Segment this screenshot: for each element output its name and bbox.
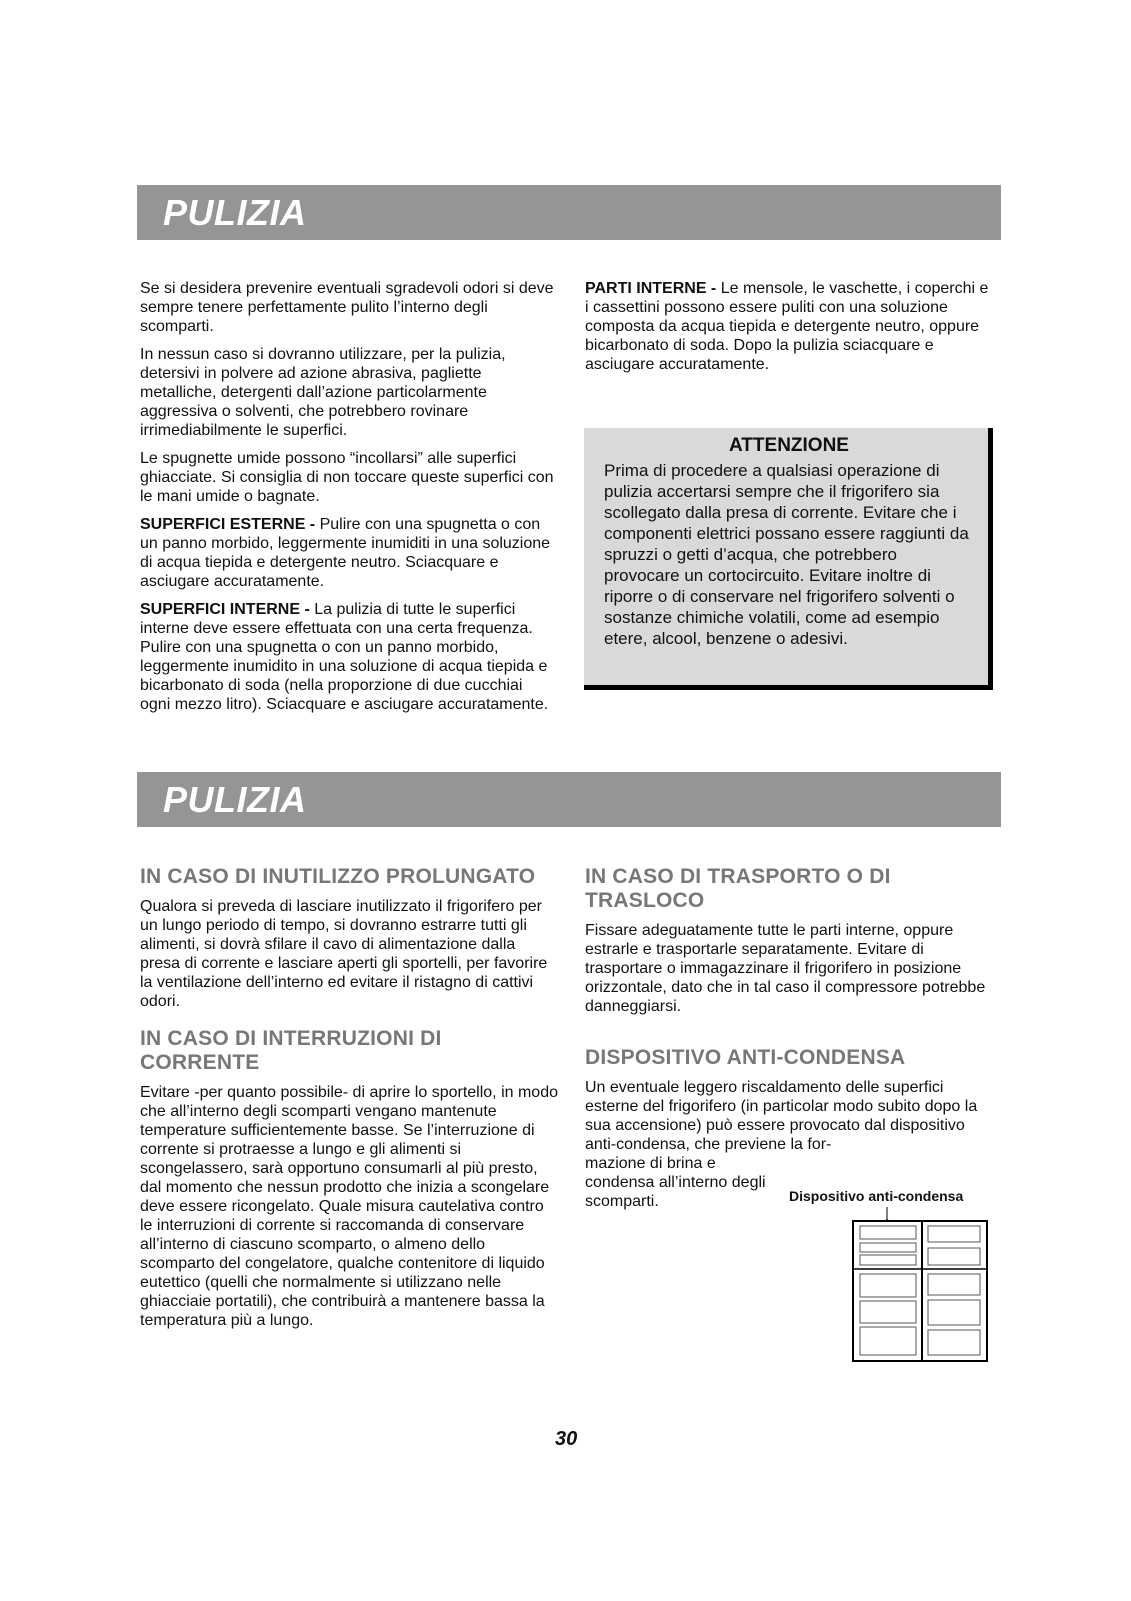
paragraph-label: SUPERFICI INTERNE - <box>140 601 310 618</box>
paragraph: Se si desidera prevenire eventuali sgradevoli odori si deve sempre tenere perfettamente pulito l’interno degli scomparti. <box>140 280 554 335</box>
section-banner-top <box>137 185 1001 240</box>
paragraph <box>140 600 556 714</box>
paragraph: Un eventuale leggero riscaldamento delle superfici esterne del frigorifero (in particolar modo subito dopo la sua accensione) può essere provocato dal dispositivo anti-condensa, che previene la for- <box>585 1079 978 1153</box>
paragraph <box>585 279 995 374</box>
paragraph <box>140 515 556 591</box>
bottom-left-column <box>140 865 558 1339</box>
warning-text: Prima di procedere a qualsiasi operazione di pulizia accertarsi sempre che il frigorifero sia scollegato dalla presa di corrente. Evitare che i componenti elettrici possano essere raggiunti da spruzzi o getti d’acqua, che potrebbero provocare un cortocircuito. Evitare inoltre di riporre o di conservare nel frigorifero solventi o sostanze chimiche volatili, come ad esempio etere, alcool, benzene o adesivi. <box>604 461 969 648</box>
paragraph: Fissare adeguatamente tutte le parti interne, oppure estrarle e trasportarle separatamente. Evitare di trasportare o immagazzinare il frigorifero in posizione orizzontale, dato che in tal caso il compressore potrebbe danneggiarsi. <box>585 922 986 1015</box>
section-title: PULIZIA <box>163 779 307 820</box>
section-heading: IN CASO DI INUTILIZZO PROLUNGATO <box>140 865 536 888</box>
section-heading: DISPOSITIVO ANTI-CONDENSA <box>585 1046 906 1069</box>
top-left-column <box>140 279 556 723</box>
paragraph: Evitare -per quanto possibile- di aprire lo sportello, in modo che all’interno degli scomparti vengano mantenute temperature sufficientemente basse. Se l’interruzione di corrente si protraesse a lungo e gli alimenti si scongelassero, sarà opportuno consumarli al più presto, dal momento che nessun prodotto che inizia a scongelare deve essere ricongelato. Quale misura cautelativa contro le interruzioni di corrente si raccomanda di conservare all’interno di ciascuno scomparto, o almeno dello scomparto del congelatore, qualche contenitore di liquido eutettico (quelli che normalmente si utilizzano nelle ghiacciaie portatili), che contribuirà a mantenere bassa la temperatura più a lungo. <box>140 1084 558 1329</box>
section-heading: IN CASO DI INTERRUZIONI DI CORRENTE <box>140 1027 442 1074</box>
top-right-column <box>585 279 995 383</box>
fridge-illustration <box>850 1207 990 1362</box>
bottom-right-column <box>585 865 995 1220</box>
section-title: PULIZIA <box>163 192 307 233</box>
paragraph: mazione di brina e condensa all’interno degli scomparti. <box>585 1155 766 1210</box>
section-banner-bottom <box>137 772 1001 827</box>
paragraph-label: SUPERFICI ESTERNE - <box>140 516 316 533</box>
paragraph: In nessun caso si dovranno utilizzare, per la pulizia, detersivi in polvere ad azione abrasiva, pagliette metalliche, detergenti dall’azione particolarmente aggressiva o solventi, che potrebbero rovinare irrimediabilmente le superfici. <box>140 346 506 439</box>
paragraph: Le spugnette umide possono “incollarsi” alle superfici ghiacciate. Si consiglia di non toccare queste superfici con le mani umide o bagnate. <box>140 450 554 505</box>
paragraph-text: La pulizia di tutte le superfici interne deve essere effettuata con una certa frequenza. Pulire con una spugnetta o con un panno morbido, leggermente inumidito in una soluzione di acqua tiepida e bicarbonato di soda (nella proporzione di due cucchiai ogni mezzo litro). Sciacquare e asciugare accuratamente. <box>140 601 549 713</box>
section-heading: IN CASO DI TRASPORTO O DI TRASLOCO <box>585 865 891 912</box>
page-number: 30 <box>555 1428 578 1450</box>
paragraph: Qualora si preveda di lasciare inutilizzato il frigorifero per un lungo periodo di tempo, si dovranno estrarre tutti gli alimenti, si dovrà sfilare il cavo di alimentazione dalla presa di corrente e lasciare aperti gli sportelli, per favorire la ventilazione dell’interno ed evitare il ristagno di cattivi odori. <box>140 898 548 1010</box>
figure-label: Dispositivo anti-condensa <box>789 1188 964 1204</box>
paragraph-text: Pulire con una spugnetta o con un panno morbido, leggermente inumiditi in una soluzione di acqua tiepida e detergente neutro. Sciacquare e asciugare accuratamente. <box>140 516 551 590</box>
paragraph-text: Le mensole, le vaschette, i coperchi e i cassettini possono essere puliti con una soluzione composta da acqua tiepida e detergente neutro, oppure bicarbonato di soda. Dopo la pulizia sciacquare e asciugare accuratamente. <box>585 280 989 373</box>
warning-title: ATTENZIONE <box>729 435 849 456</box>
paragraph-label: PARTI INTERNE - <box>585 280 717 297</box>
warning-box <box>584 428 993 690</box>
